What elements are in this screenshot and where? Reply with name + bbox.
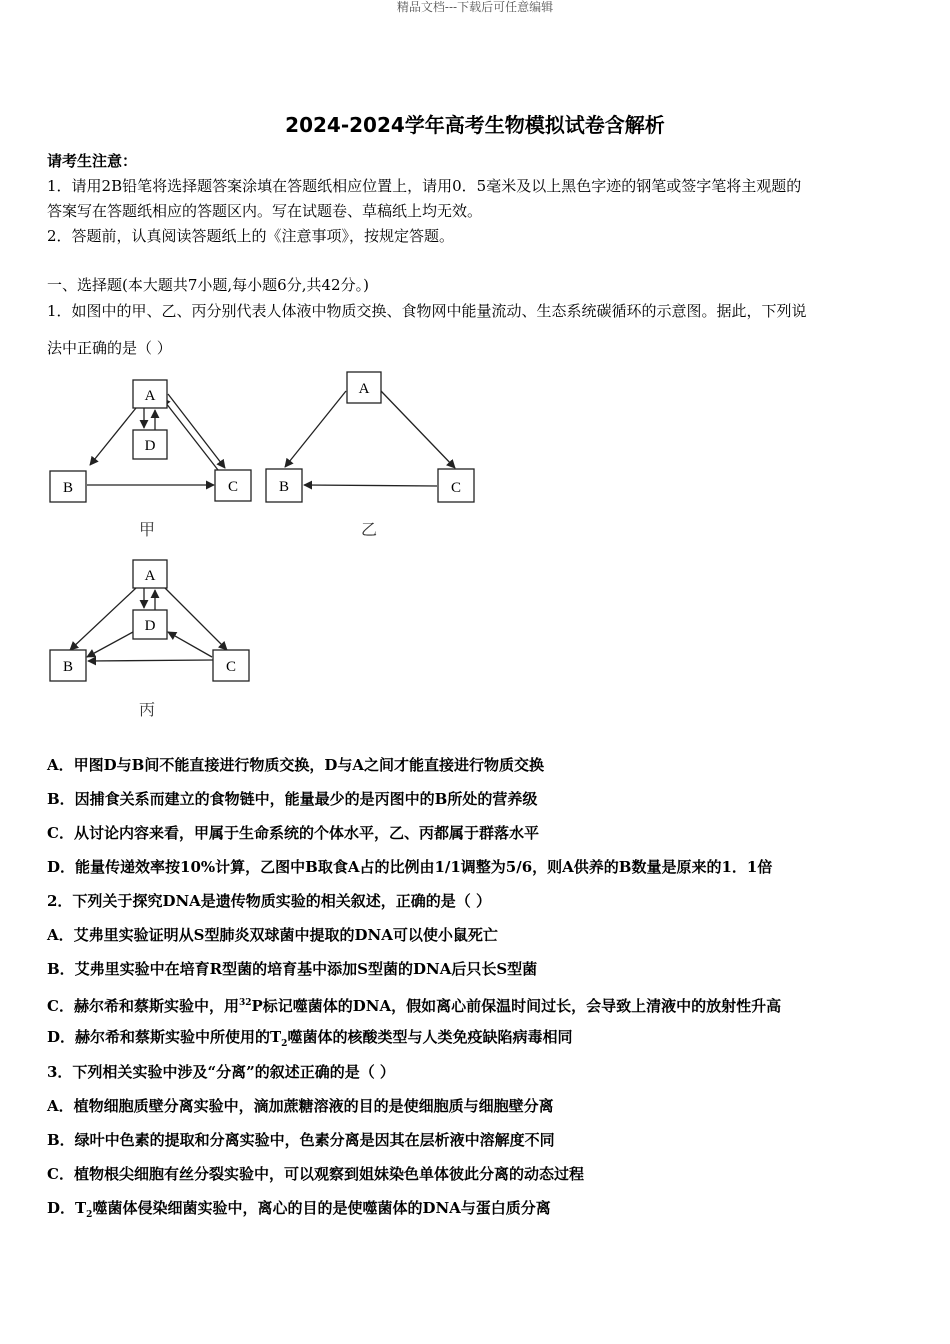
- page-header: 精品文档---下载后可任意编辑: [396, 0, 554, 14]
- node-a: [347, 372, 381, 403]
- diagram-bing: [40, 550, 265, 690]
- section-heading: 一、选择题(本大题共7小题,每小题6分,共42分。): [47, 276, 369, 294]
- diagram-jia: [40, 370, 265, 510]
- node-d: [133, 430, 167, 459]
- q1-option-b: B．因捕食关系而建立的食物链中，能量最少的是丙图中的B所处的营养级: [47, 790, 538, 808]
- q3-option-a: A．植物细胞质壁分离实验中，滴加蔗糖溶液的目的是使细胞质与细胞壁分离: [47, 1097, 554, 1115]
- notice-item-1-line-1: 1．请用2B铅笔将选择题答案涂填在答题纸相应位置上，请用0．5毫米及以上黑色字迹的钢笔或签字笔将主观题的: [47, 177, 802, 195]
- page-title: 2024-2024学年高考生物模拟试卷含解析: [285, 113, 665, 137]
- q2-option-b: B．艾弗里实验中在培育R型菌的培育基中添加S型菌的DNA后只长S型菌: [47, 960, 538, 978]
- diagram-yi-caption: 乙: [361, 520, 378, 539]
- svg-text:B: B: [62, 480, 74, 496]
- q3-option-d: D．$T_2$噬菌体侵染细菌实验中，离心的目的是使噬菌体的DNA与蛋白质分离: [47, 1199, 551, 1220]
- q1-option-c: C．从讨论内容来看，甲属于生命系统的个体水平，乙、丙都属于群落水平: [47, 824, 539, 842]
- svg-text:C: C: [225, 659, 237, 675]
- node-b: [50, 471, 86, 502]
- svg-text:C: C: [450, 480, 462, 496]
- q2-option-d: D．赫尔希和蔡斯实验中所使用的$T_2$噬菌体的核酸类型与人类免疫缺陷病毒相同: [47, 1028, 573, 1049]
- node-b: [50, 650, 86, 681]
- node-d: [133, 610, 167, 639]
- q1-stem-line-2: 法中正确的是（ ）: [47, 339, 172, 357]
- svg-text:A: A: [144, 388, 156, 404]
- svg-text:C: C: [227, 479, 239, 495]
- svg-text:D: D: [144, 618, 156, 634]
- notice-heading: 请考生注意：: [47, 152, 138, 170]
- notice-item-2: 2．答题前，认真阅读答题纸上的《注意事项》，按规定答题。: [47, 227, 455, 245]
- diagram-yi: [260, 365, 485, 510]
- node-c: [213, 650, 249, 681]
- svg-text:A: A: [144, 568, 156, 584]
- svg-text:D: D: [144, 438, 156, 454]
- diagram-jia-caption: 甲: [139, 520, 156, 539]
- node-c: [438, 469, 474, 502]
- q3-option-b: B．绿叶中色素的提取和分离实验中，色素分离是因其在层析液中溶解度不同: [47, 1131, 555, 1149]
- svg-text:A: A: [358, 381, 370, 397]
- q3-option-c: C．植物根尖细胞有丝分裂实验中，可以观察到姐妹染色单体彼此分离的动态过程: [47, 1165, 584, 1183]
- node-a: [133, 560, 167, 588]
- svg-text:B: B: [278, 479, 290, 495]
- node-c: [215, 470, 251, 501]
- notice-item-1-line-2: 答案写在答题纸相应的答题区内。写在试题卷、草稿纸上均无效。: [47, 202, 483, 220]
- q2-stem: 2．下列关于探究DNA是遗传物质实验的相关叙述，正确的是（ ）: [47, 892, 492, 910]
- q1-option-d: D．能量传递效率按10%计算，乙图中B取食A占的比例由1/1调整为5/6，则A供养的B数量是原来的1．1倍: [47, 858, 773, 876]
- node-b: [266, 469, 302, 502]
- q2-option-a: A．艾弗里实验证明从S型肺炎双球菌中提取的DNA可以使小鼠死亡: [47, 926, 498, 944]
- q2-option-c: C．赫尔希和蔡斯实验中，用$^{32}$P标记噬菌体的DNA，假如离心前保温时间过长，会导致上清液中的放射性升高: [47, 997, 782, 1015]
- svg-text:B: B: [62, 659, 74, 675]
- q1-stem-line-1: 1．如图中的甲、乙、丙分别代表人体液中物质交换、食物网中能量流动、生态系统碳循环的示意图。据此，下列说: [47, 302, 807, 320]
- diagram-bing-caption: 丙: [139, 700, 156, 719]
- q3-stem: 3．下列相关实验中涉及“分离”的叙述正确的是（ ）: [47, 1063, 395, 1081]
- node-a: [133, 380, 167, 408]
- q1-option-a: A．甲图D与B间不能直接进行物质交换，D与A之间才能直接进行物质交换: [47, 756, 544, 774]
